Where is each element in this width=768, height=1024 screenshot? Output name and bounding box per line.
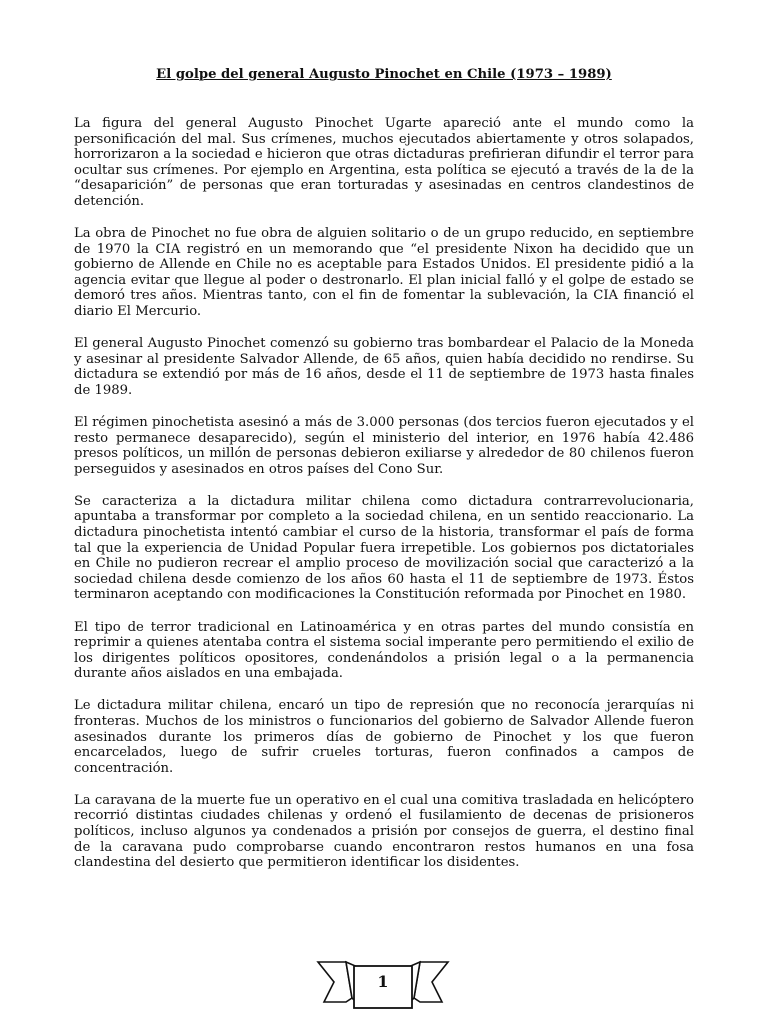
paragraph-5: Se caracteriza a la dictadura militar chilena como dictadura contrarrevolucionaria, apuntaba a transformar por completo a la sociedad chilena, en un sentido reaccionario. La dictadura pinochetista intentó cambiar el curso de la historia, transformar el país de forma tal que la experiencia de Unidad Popular fuera irrepetible. Los gobiernos pos dictatoriales en Chile no pudieron recrear el amplio proceso de movilización social que caracterizó a la sociedad chilena desde comienzo de los años 60 hasta el 11 de septiembre de 1973. Éstos terminaron aceptando con modificaciones la Constitución reformada por Pinochet en 1980. (74, 493, 694, 603)
paragraph-3: El general Augusto Pinochet comenzó su gobierno tras bombardear el Palacio de la Moneda y asesinar al presidente Salvador Allende, de 65 años, quien había decidido no rendirse. Su dictadura se extendió por más de 16 años, desde el 11 de septiembre de 1973 hasta finales de 1989. (74, 336, 694, 398)
paragraph-8: La caravana de la muerte fue un operativo en el cual una comitiva trasladada en helicóptero recorrió distintas ciudades chilenas y ordenó el fusilamiento de decenas de prisioneros políticos, incluso algunos ya condenados a prisión por consejos de guerra, el destino final de la caravana pudo comprobarse cuando encontraron restos humanos en una fosa clandestina del desierto que permitieron identificar los disidentes. (74, 792, 694, 871)
paragraph-1: La figura del general Augusto Pinochet Ugarte apareció ante el mundo como la personificación del mal. Sus crímenes, muchos ejecutados abiertamente y otros solapados, horrorizaron a la sociedad e hicieron que otras dictaduras prefirieran difundir el terror para ocultar sus crímenes. Por ejemplo en Argentina, esta política se ejecutó a través de la de la “desaparición” de personas que eran torturadas y asesinadas en centros clandestinos de detención. (74, 116, 694, 209)
document-page (74, 66, 694, 887)
page-number: 1 (377, 972, 389, 991)
paragraph-7: Le dictadura militar chilena, encaró un tipo de represión que no reconocía jerarquías ni fronteras. Muchos de los ministros o funcionarios del gobierno de Salvador Allende fueron asesinados durante los primeros días de gobierno de Pinochet y los que fueron encarcelados, luego de sufrir crueles torturas, fueron confinados a campos de concentración. (74, 698, 694, 776)
document-title: El golpe del general Augusto Pinochet en Chile (1973 – 1989) (156, 67, 612, 82)
page-number-ribbon (316, 952, 450, 1012)
paragraph-6: El tipo de terror tradicional en Latinoamérica y en otras partes del mundo consistía en reprimir a quienes atentaba contra el sistema social imperante pero permitiendo el exilio de los dirigentes políticos opositores, condenándolos a prisión legal o a la permanencia durante años aislados en una embajada. (74, 619, 694, 682)
paragraph-2: La obra de Pinochet no fue obra de alguien solitario o de un grupo reducido, en septiembre de 1970 la CIA registró en un memorando que “el presidente Nixon ha decidido que un gobierno de Allende en Chile no es aceptable para Estados Unidos. El presidente pidió a la agencia evitar que llegue al poder o destronarlo. El plan inicial falló y el golpe de estado se demoró tres años. Mientras tanto, con el fin de fomentar la sublevación, la CIA financió el diario El Mercurio. (74, 226, 694, 320)
paragraph-4: El régimen pinochetista asesinó a más de 3.000 personas (dos tercios fueron ejecutados y el resto permanece desaparecido), según el ministerio del interior, en 1976 había 42.486 presos políticos, un millón de personas debieron exiliarse y alrededor de 80 chilenos fueron perseguidos y asesinados en otros países del Cono Sur. (74, 415, 694, 477)
